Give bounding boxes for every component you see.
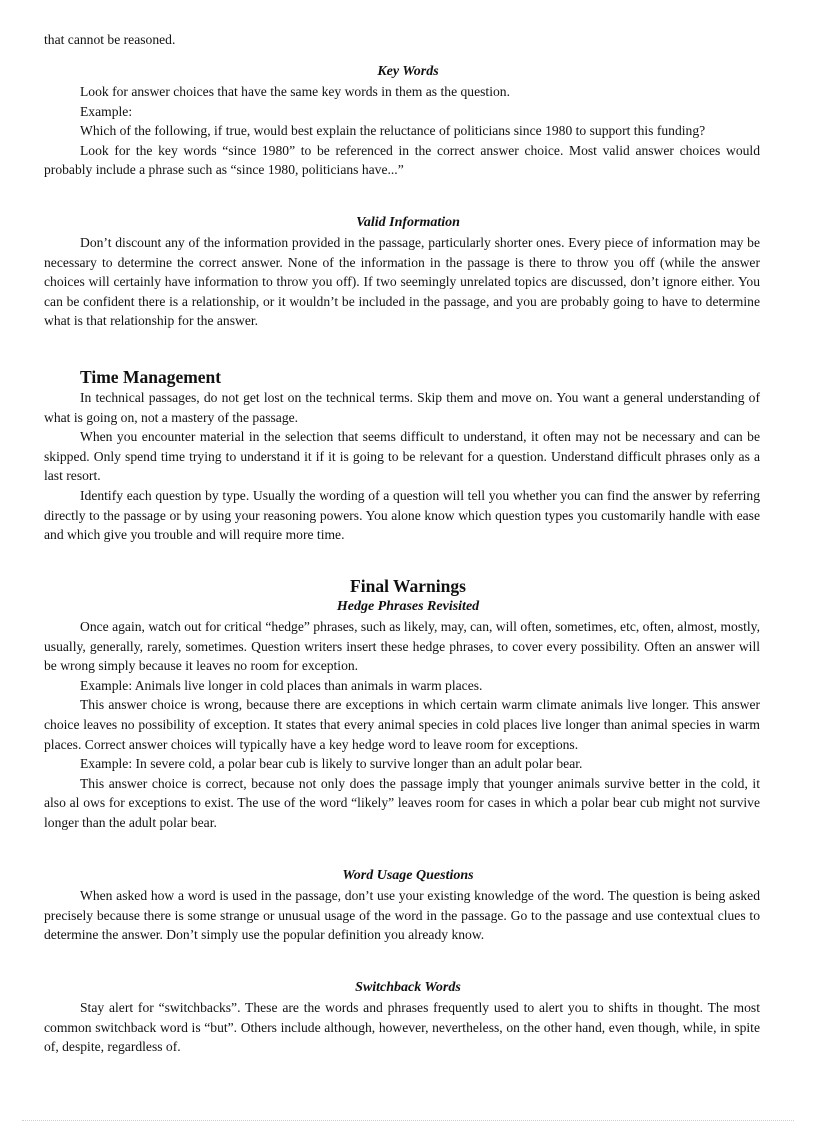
key-words-heading: Key Words — [377, 64, 439, 79]
word-usage-heading: Word Usage Questions — [342, 868, 474, 883]
time-management-section — [44, 388, 760, 545]
paragraph: This answer choice is correct, because not only does the passage imply that younger animals survive better in the cold, it also al ows for exceptions to exist. The use of the word “likely” leaves room for cases in which a polar bear cub might not survive longer than the adult polar bear. — [44, 775, 760, 830]
switchback-words-heading: Switchback Words — [355, 980, 461, 995]
paragraph: This answer choice is wrong, because there are exceptions in which certain warm climate animals live longer. This answer choice leaves no possibility of exception. It states that every animal species in cold places live longer than animal species in warm places. Correct answer choices will typically have a key hedge word to leave room for exceptions. — [44, 697, 760, 752]
valid-information-section — [44, 233, 760, 331]
paragraph: Stay alert for “switchbacks”. These are the words and phrases frequently used to alert you to shifts in thought. The most common switchback word is “but”. Others include although, however, nevertheless, on the other hand, even though, while, in spite of, despite, regardless of. — [44, 1000, 760, 1055]
paragraph: Don’t discount any of the information provided in the passage, particularly shorter ones. Every piece of information may be necessary to determine the correct answer. None of the information in the passage is there to throw you off (while the answer choices will certainly have information to throw you off). If two seemingly unrelated topics are discussed, don’t ignore either. You can be confident there is a relationship, or it wouldn’t be included in the passage, and you are probably going to have to determine what is that relationship for the answer. — [44, 235, 760, 329]
paragraph: Example: In severe cold, a polar bear cub is likely to survive longer than an adult polar bear. — [80, 756, 583, 772]
page-bottom-divider — [22, 1120, 794, 1121]
paragraph: In technical passages, do not get lost on the technical terms. Skip them and move on. You want a general understanding of what is going on, not a mastery of the passage. — [44, 390, 760, 425]
key-words-section — [44, 82, 760, 180]
hedge-phrases-section — [44, 617, 760, 833]
paragraph: Example: — [80, 103, 133, 119]
continuation-text: that cannot be reasoned. — [44, 32, 176, 47]
paragraph: When asked how a word is used in the passage, don’t use your existing knowledge of the word. The question is being asked precisely because there is some strange or unusual usage of the word in the passage. Go to the passage and use contextual clues to determine the answer. Don’t simply use the popular definition you already know. — [44, 888, 760, 943]
paragraph: Example: Animals live longer in cold places than animals in warm places. — [80, 677, 483, 693]
word-usage-section — [44, 886, 760, 945]
paragraph: When you encounter material in the selection that seems difficult to understand, it often may not be necessary and can be skipped. Only spend time trying to understand it if it is going to be relevant for a question. Understand difficult phrases only as a last resort. — [44, 429, 760, 484]
paragraph: Identify each question by type. Usually the wording of a question will tell you whether you can find the answer by referring directly to the passage or by using your reasoning powers. You alone know which question types you customarily handle with ease and which give you trouble and will require more time. — [44, 487, 760, 543]
paragraph: Look for the key words “since 1980” to be referenced in the correct answer choice. Most valid answer choices would probably include a phrase such as “since 1980, politicians have...” — [44, 142, 760, 178]
paragraph: Once again, watch out for critical “hedge” phrases, such as likely, may, can, will often, sometimes, etc, often, almost, mostly, usually, generally, rarely, sometimes. Question writers insert these hedge phrases, to cover every possibility. Often an answer will be wrong simply because it leaves no room for exception. — [44, 619, 760, 674]
paragraph: Look for answer choices that have the same key words in them as the question. — [80, 84, 510, 99]
switchback-words-section — [44, 998, 760, 1057]
valid-information-heading: Valid Information — [356, 215, 460, 230]
time-management-heading: Time Management — [80, 367, 222, 387]
final-warnings-heading: Final Warnings — [350, 576, 466, 596]
paragraph: Which of the following, if true, would best explain the reluctance of politicians since 1980 to support this funding? — [80, 123, 706, 139]
hedge-phrases-heading: Hedge Phrases Revisited — [336, 599, 480, 614]
